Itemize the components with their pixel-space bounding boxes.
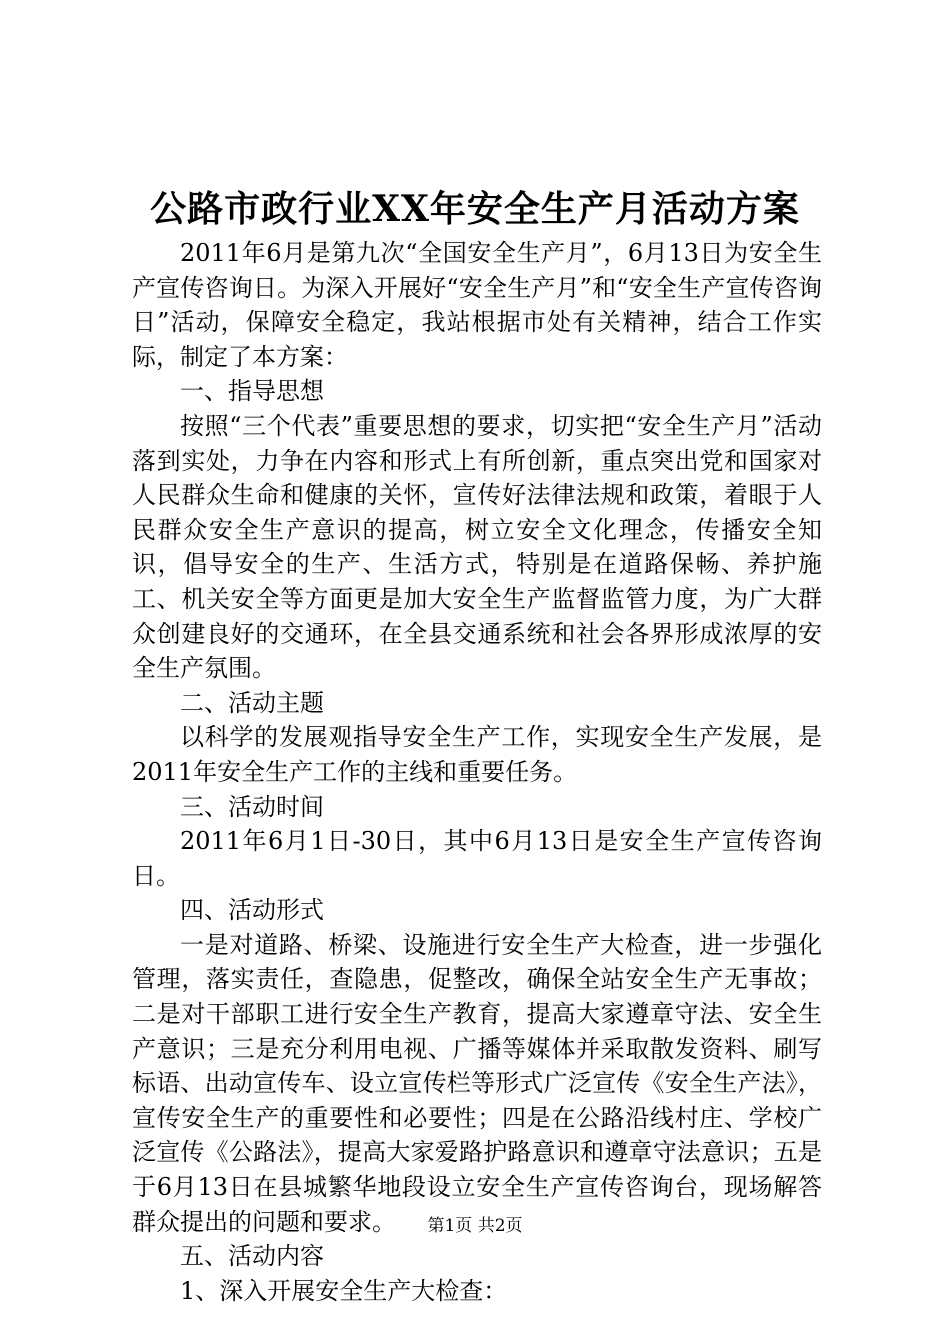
document-title: 公路市政行业XX年安全生产月活动方案 (150, 188, 800, 230)
section-heading-time: 三、活动时间 (180, 792, 324, 821)
intro-paragraph: 2011年6月是第九次“全国安全生产月”，6月13日为安全生产宣传咨询日。为深入开展好“安全生产月”和“安全生产宣传咨询日”活动，保障安全稳定，我站根据市处有关精神，结合工作实际，制定了本方案： (132, 239, 822, 371)
time-paragraph: 2011年6月1日-30日，其中6月13日是安全生产宣传咨询日。 (132, 827, 822, 890)
theme-paragraph: 以科学的发展观指导安全生产工作，实现安全生产发展，是2011年安全生产工作的主线和重要任务。 (132, 723, 822, 786)
page-footer: 第1页 共2页 (427, 1216, 523, 1236)
section-heading-guiding-ideology: 一、指导思想 (180, 377, 324, 406)
content-item-1: 1、深入开展安全生产大检查： (180, 1276, 508, 1305)
section-heading-content: 五、活动内容 (180, 1242, 324, 1271)
guiding-ideology-paragraph: 按照“三个代表”重要思想的要求，切实把“安全生产月”活动落到实处，力争在内容和形式上有所创新，重点突出党和国家对人民群众生命和健康的关怀，宣传好法律法规和政策，着眼于人民群众安全生产意识的提高，树立安全文化理念，传播安全知识，倡导安全的生产、生活方式，特别是在道路保畅、养护施工、机关安全等方面更是加大安全生产监督监管力度，为广大群众创建良好的交通环，在全县交通系统和社会各界形成浓厚的安全生产氛围。 (132, 411, 822, 683)
form-paragraph: 一是对道路、桥梁、设施进行安全生产大检查，进一步强化管理，落实责任，查隐患，促整改，确保全站安全生产无事故；二是对干部职工进行安全生产教育，提高大家遵章守法、安全生产意识；三是充分利用电视、广播等媒体并采取散发资料、刷写标语、出动宣传车、设立宣传栏等形式广泛宣传《安全生产法》，宣传安全生产的重要性和必要性；四是在公路沿线村庄、学校广泛宣传《公路法》，提高大家爱路护路意识和遵章守法意识；五是于6月13日在县城繁华地段设立安全生产宣传咨询台，现场解答群众提出的问题和要求。 (132, 930, 822, 1236)
section-heading-form: 四、活动形式 (180, 896, 324, 925)
document-body (132, 236, 822, 1308)
section-heading-theme: 二、活动主题 (180, 688, 324, 717)
